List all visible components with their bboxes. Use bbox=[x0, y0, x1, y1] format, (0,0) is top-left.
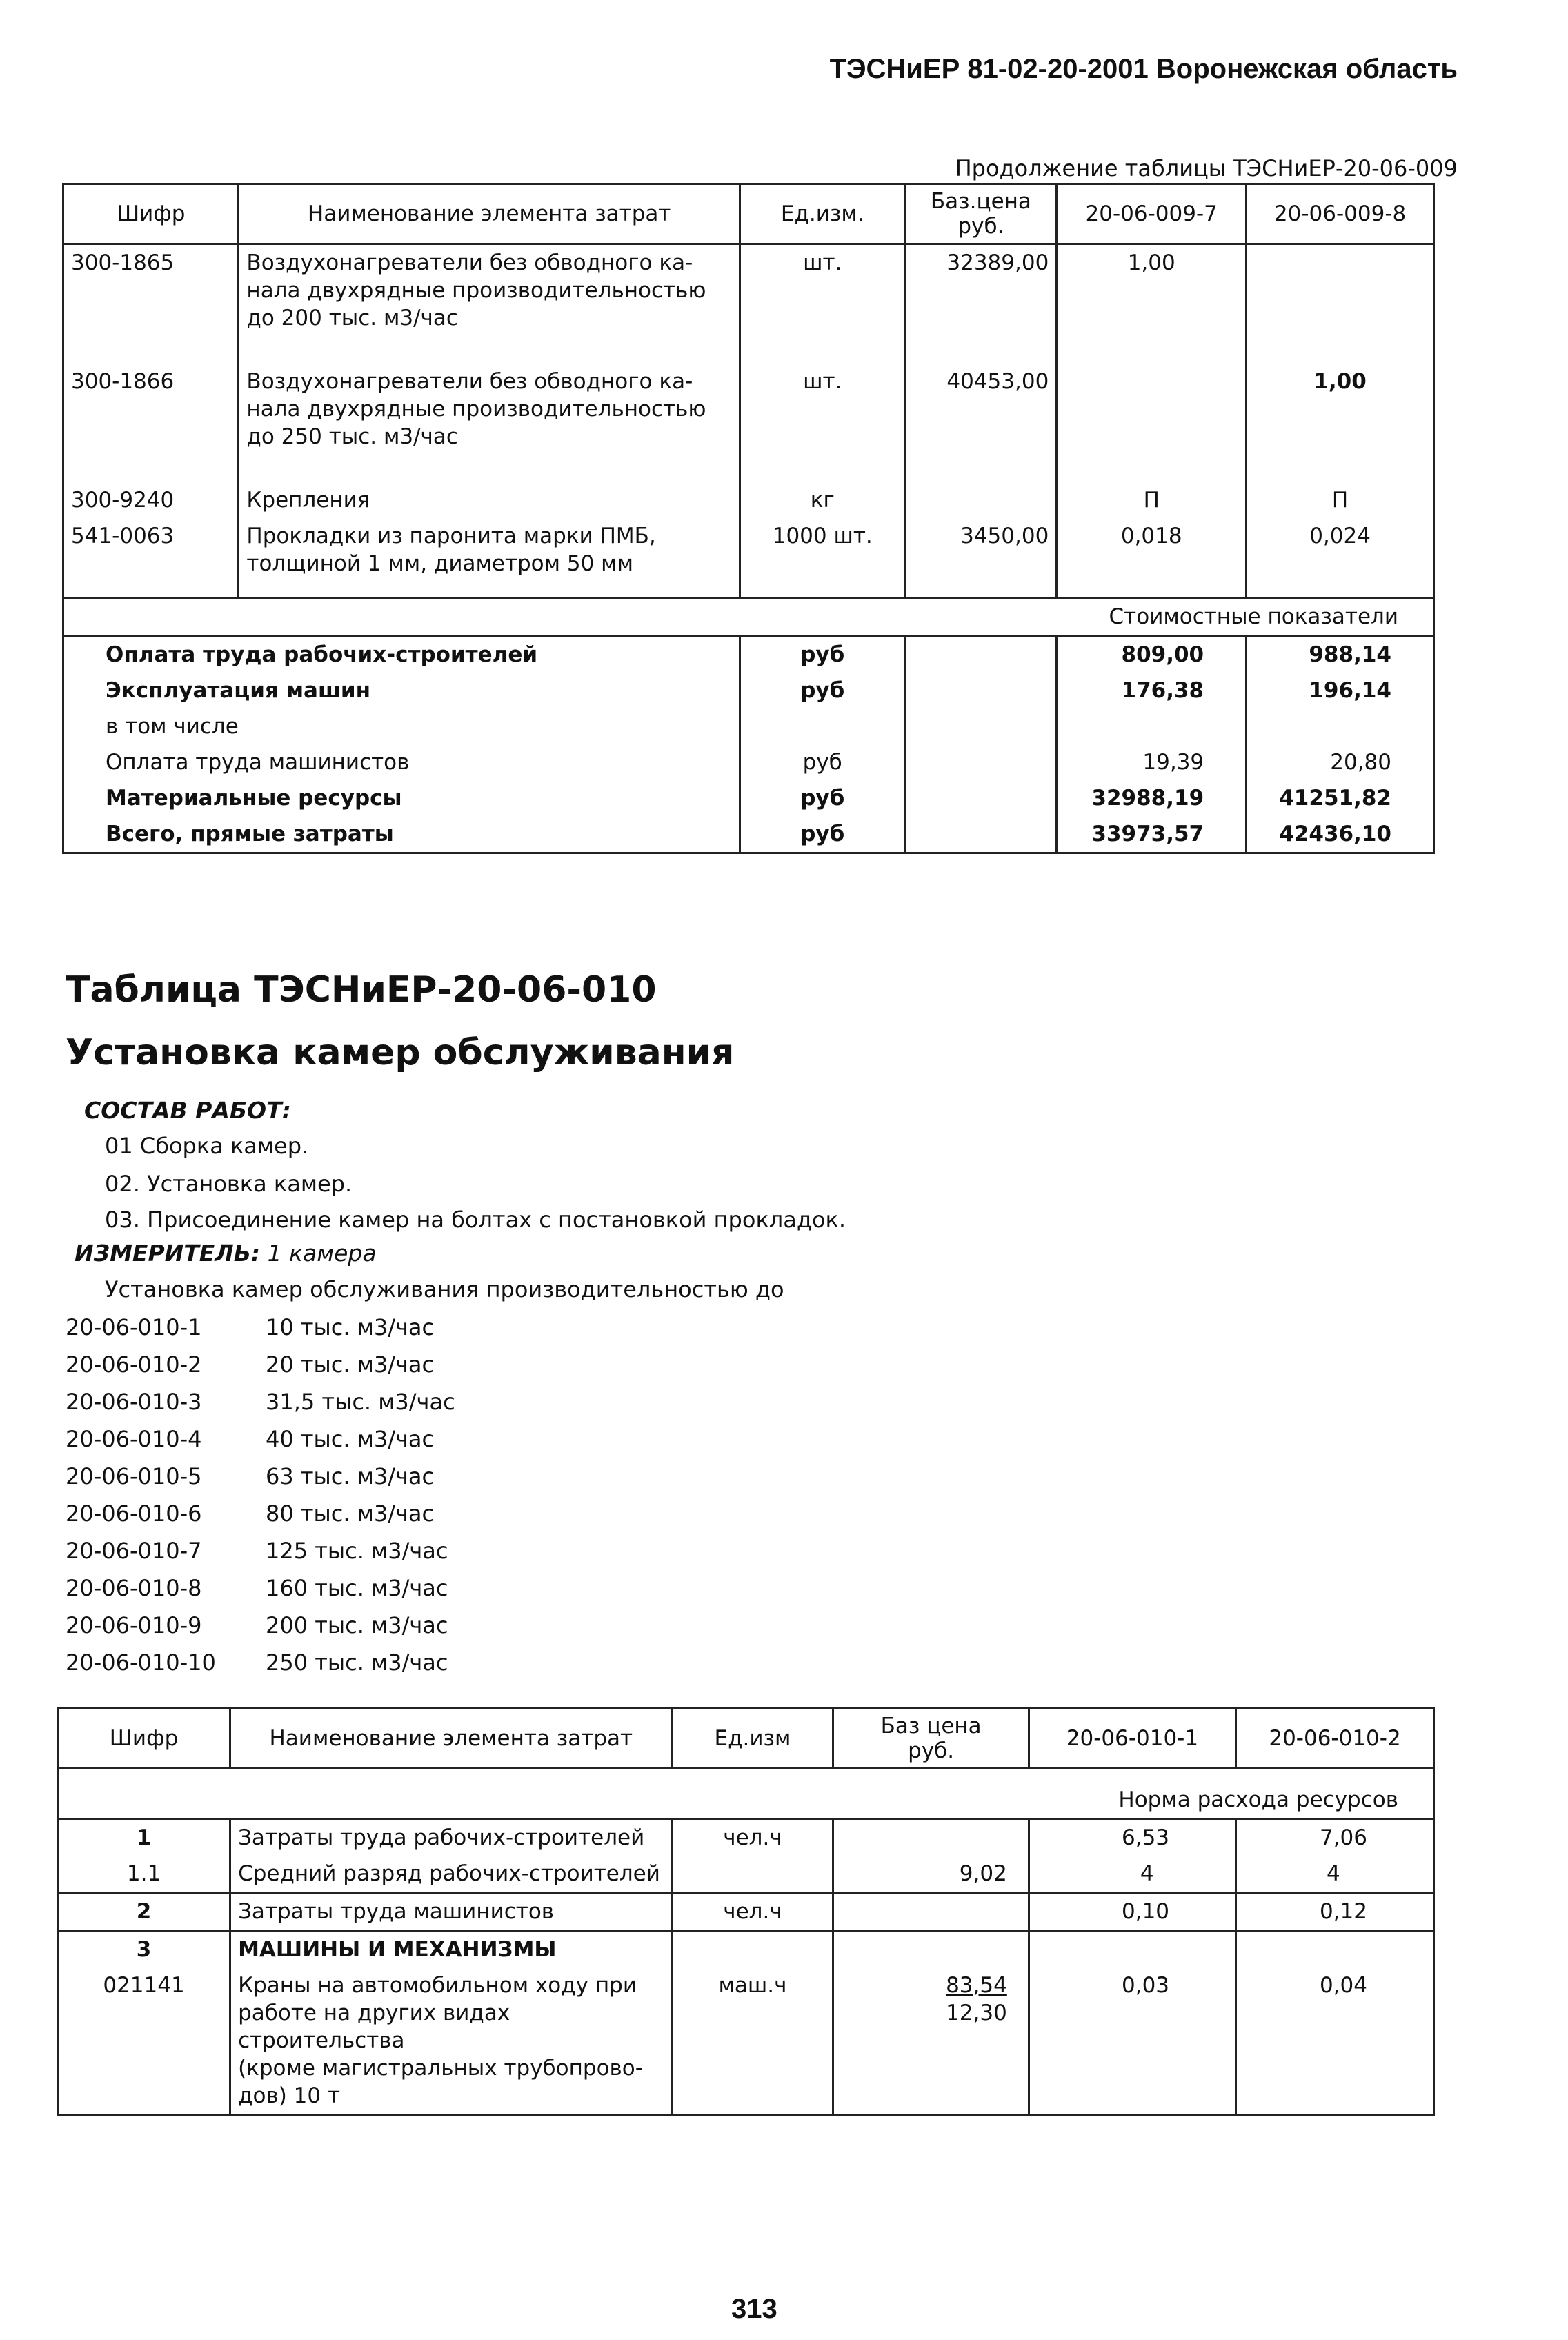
table-row bbox=[58, 1893, 1434, 1931]
cost-name: Оплата труда рабочих-строителей bbox=[106, 642, 538, 667]
item-code: 20-06-010-9 bbox=[66, 1612, 202, 1638]
row-unit: маш.ч bbox=[672, 1967, 833, 2115]
cost-unit: руб bbox=[740, 780, 905, 816]
col-header-009-7: 20-06-009-7 bbox=[1057, 184, 1247, 244]
item-code: 20-06-010-6 bbox=[66, 1500, 202, 1527]
col-header-price: Баз цена руб. bbox=[833, 1709, 1029, 1769]
items-description: Установка камер обслуживания производительностью до bbox=[105, 1276, 784, 1302]
table-row bbox=[63, 482, 1434, 518]
cost-name: Материальные ресурсы bbox=[106, 786, 402, 811]
table-20-06-010 bbox=[57, 1707, 1435, 2116]
table-row bbox=[58, 1856, 1434, 1893]
table-title: Таблица ТЭСНиЕР-20-06-010 bbox=[66, 969, 657, 1011]
row-code: 2 bbox=[136, 1899, 152, 1924]
cost-row bbox=[63, 636, 1434, 673]
row-price bbox=[905, 482, 1057, 518]
item-code: 20-06-010-1 bbox=[66, 1314, 202, 1340]
row-value-1: 4 bbox=[1029, 1856, 1235, 1893]
row-price: 32389,00 bbox=[905, 244, 1057, 337]
cost-value-7: 19,39 bbox=[1057, 744, 1247, 780]
row-value-2: 4 bbox=[1236, 1856, 1434, 1893]
col-header-010-1: 20-06-010-1 bbox=[1029, 1709, 1235, 1769]
cost-unit: руб bbox=[740, 636, 905, 673]
row-name: Воздухонагреватели без обводного ка- нала двухрядные производительностью до 250 тыс. м3/час bbox=[239, 364, 740, 455]
table-row bbox=[63, 364, 1434, 455]
col-header-code: Шифр bbox=[116, 201, 186, 226]
row-value-1: 0,03 bbox=[1029, 1967, 1235, 2115]
row-code: 300-1865 bbox=[71, 250, 175, 275]
table1-header-row bbox=[63, 184, 1434, 244]
cost-unit: руб bbox=[740, 744, 905, 780]
row-price bbox=[833, 1931, 1029, 1968]
row-value-7: П bbox=[1057, 482, 1247, 518]
row-value-2: 0,12 bbox=[1236, 1893, 1434, 1931]
item-code: 20-06-010-10 bbox=[66, 1649, 216, 1676]
cost-row bbox=[63, 816, 1434, 853]
row-code: 021141 bbox=[103, 1973, 185, 1998]
cost-unit bbox=[740, 708, 905, 744]
row-unit: чел.ч bbox=[672, 1893, 833, 1931]
work-step: 03. Присоединение камер на болтах с постановкой прокладок. bbox=[105, 1207, 846, 1233]
page-number: 313 bbox=[731, 2294, 777, 2324]
item-value: 200 тыс. м3/час bbox=[266, 1612, 448, 1638]
row-name: Крепления bbox=[239, 482, 740, 518]
col-header-009-8: 20-06-009-8 bbox=[1247, 184, 1434, 244]
row-code: 3 bbox=[136, 1937, 152, 1962]
item-value: 160 тыс. м3/час bbox=[266, 1575, 448, 1601]
measure bbox=[75, 1240, 377, 1267]
cost-value-7: 809,00 bbox=[1057, 636, 1247, 673]
row-value-2: 0,04 bbox=[1236, 1967, 1434, 2115]
row-value-8 bbox=[1247, 244, 1434, 337]
item-code: 20-06-010-2 bbox=[66, 1351, 202, 1378]
row-name: Затраты труда рабочих-строителей bbox=[230, 1819, 672, 1856]
cost-name: Эксплуатация машин bbox=[106, 678, 371, 703]
row-value-2 bbox=[1236, 1931, 1434, 1968]
row-value-1 bbox=[1029, 1931, 1235, 1968]
item-value: 10 тыс. м3/час bbox=[266, 1314, 435, 1340]
col-header-010-2: 20-06-010-2 bbox=[1236, 1709, 1434, 1769]
cost-unit: руб bbox=[740, 816, 905, 853]
item-value: 63 тыс. м3/час bbox=[266, 1463, 435, 1489]
row-name: Затраты труда машинистов bbox=[230, 1893, 672, 1931]
row-price bbox=[833, 1819, 1029, 1856]
row-name: Средний разряд рабочих-строителей bbox=[230, 1856, 672, 1893]
cost-value-8: 41251,82 bbox=[1247, 780, 1434, 816]
col-header-name: Наименование элемента затрат bbox=[239, 184, 740, 244]
table-row bbox=[63, 518, 1434, 582]
row-value-8: 1,00 bbox=[1247, 364, 1434, 455]
row-code: 1 bbox=[136, 1825, 152, 1850]
row-code: 300-1866 bbox=[71, 369, 175, 394]
cost-value-7: 33973,57 bbox=[1057, 816, 1247, 853]
item-value: 20 тыс. м3/час bbox=[266, 1351, 435, 1378]
row-price-cell bbox=[833, 1967, 1029, 2115]
cost-value-8: 988,14 bbox=[1247, 636, 1434, 673]
measure-value: 1 камера bbox=[267, 1240, 377, 1267]
measure-label: ИЗМЕРИТЕЛЬ: bbox=[75, 1240, 261, 1267]
row-unit: чел.ч bbox=[672, 1819, 833, 1856]
cost-name: в том числе bbox=[106, 714, 239, 739]
cost-value-7 bbox=[1057, 708, 1247, 744]
item-code: 20-06-010-7 bbox=[66, 1538, 202, 1564]
row-price: 9,02 bbox=[833, 1856, 1029, 1893]
row-price-secondary: 12,30 bbox=[946, 2001, 1007, 2025]
table-row bbox=[58, 1931, 1434, 1968]
row-value-2: 7,06 bbox=[1236, 1819, 1434, 1856]
row-name: Прокладки из паронита марки ПМБ, толщиной 1 мм, диаметром 50 мм bbox=[239, 518, 740, 582]
row-value-7: 1,00 bbox=[1057, 244, 1247, 337]
table-row bbox=[58, 1819, 1434, 1856]
row-value-7 bbox=[1057, 364, 1247, 455]
row-unit: 1000 шт. bbox=[740, 518, 905, 582]
cost-row bbox=[63, 708, 1434, 744]
item-value: 31,5 тыс. м3/час bbox=[266, 1389, 455, 1415]
row-price: 40453,00 bbox=[905, 364, 1057, 455]
cost-row bbox=[63, 780, 1434, 816]
table-subtitle: Установка камер обслуживания bbox=[66, 1032, 735, 1073]
section-label-norms: Норма расхода ресурсов bbox=[1118, 1787, 1398, 1812]
row-price: 83,54 bbox=[946, 1973, 1007, 1998]
table2-header-row bbox=[58, 1709, 1434, 1769]
item-code: 20-06-010-5 bbox=[66, 1463, 202, 1489]
work-composition-label: СОСТАВ РАБОТ: bbox=[84, 1097, 291, 1124]
row-value-1: 6,53 bbox=[1029, 1819, 1235, 1856]
row-value-8: 0,024 bbox=[1247, 518, 1434, 582]
item-value: 80 тыс. м3/час bbox=[266, 1500, 435, 1527]
cost-value-7: 32988,19 bbox=[1057, 780, 1247, 816]
row-price bbox=[833, 1893, 1029, 1931]
cost-name: Всего, прямые затраты bbox=[106, 822, 394, 846]
row-value-8: П bbox=[1247, 482, 1434, 518]
row-unit bbox=[672, 1856, 833, 1893]
table-continuation-note: Продолжение таблицы ТЭСНиЕР-20-06-009 bbox=[955, 155, 1458, 181]
row-name: Краны на автомобильном ходу при работе на других видах строительства (кроме магистральных трубопрово- дов) 10 т bbox=[230, 1967, 672, 2115]
row-code: 1.1 bbox=[126, 1861, 161, 1886]
cost-value-7: 176,38 bbox=[1057, 673, 1247, 708]
item-code: 20-06-010-4 bbox=[66, 1426, 202, 1452]
cost-row bbox=[63, 744, 1434, 780]
cost-value-8: 42436,10 bbox=[1247, 816, 1434, 853]
col-header-unit: Ед.изм bbox=[672, 1709, 833, 1769]
work-step: 02. Установка камер. bbox=[105, 1171, 353, 1197]
row-price: 3450,00 bbox=[905, 518, 1057, 582]
cost-value-8: 196,14 bbox=[1247, 673, 1434, 708]
cost-name: Оплата труда машинистов bbox=[106, 750, 410, 775]
item-value: 40 тыс. м3/час bbox=[266, 1426, 435, 1452]
work-step: 01 Сборка камер. bbox=[105, 1133, 309, 1159]
cost-value-8: 20,80 bbox=[1247, 744, 1434, 780]
col-header-unit: Ед.изм. bbox=[740, 184, 905, 244]
item-code: 20-06-010-3 bbox=[66, 1389, 202, 1415]
item-value: 250 тыс. м3/час bbox=[266, 1649, 448, 1676]
cost-value-8 bbox=[1247, 708, 1434, 744]
row-unit bbox=[672, 1931, 833, 1968]
section-label-cost: Стоимостные показатели bbox=[1109, 604, 1398, 629]
table-row bbox=[58, 1967, 1434, 2115]
cost-unit: руб bbox=[740, 673, 905, 708]
item-value: 125 тыс. м3/час bbox=[266, 1538, 448, 1564]
row-name: МАШИНЫ И МЕХАНИЗМЫ bbox=[230, 1931, 672, 1968]
table-row bbox=[63, 244, 1434, 337]
row-unit: шт. bbox=[740, 244, 905, 337]
cost-row bbox=[63, 673, 1434, 708]
row-value-1: 0,10 bbox=[1029, 1893, 1235, 1931]
row-unit: кг bbox=[740, 482, 905, 518]
row-code: 300-9240 bbox=[71, 488, 175, 513]
col-header-price: Баз.цена руб. bbox=[905, 184, 1057, 244]
row-value-7: 0,018 bbox=[1057, 518, 1247, 582]
row-code: 541-0063 bbox=[71, 524, 175, 548]
row-name: Воздухонагреватели без обводного ка- нала двухрядные производительностью до 200 тыс. м3/час bbox=[239, 244, 740, 337]
table-20-06-009 bbox=[62, 183, 1435, 854]
item-code: 20-06-010-8 bbox=[66, 1575, 202, 1601]
running-header: ТЭСНиЕР 81-02-20-2001 Воронежская область bbox=[829, 54, 1458, 84]
col-header-name: Наименование элемента затрат bbox=[230, 1709, 672, 1769]
row-unit: шт. bbox=[740, 364, 905, 455]
col-header-code: Шифр bbox=[109, 1726, 179, 1751]
